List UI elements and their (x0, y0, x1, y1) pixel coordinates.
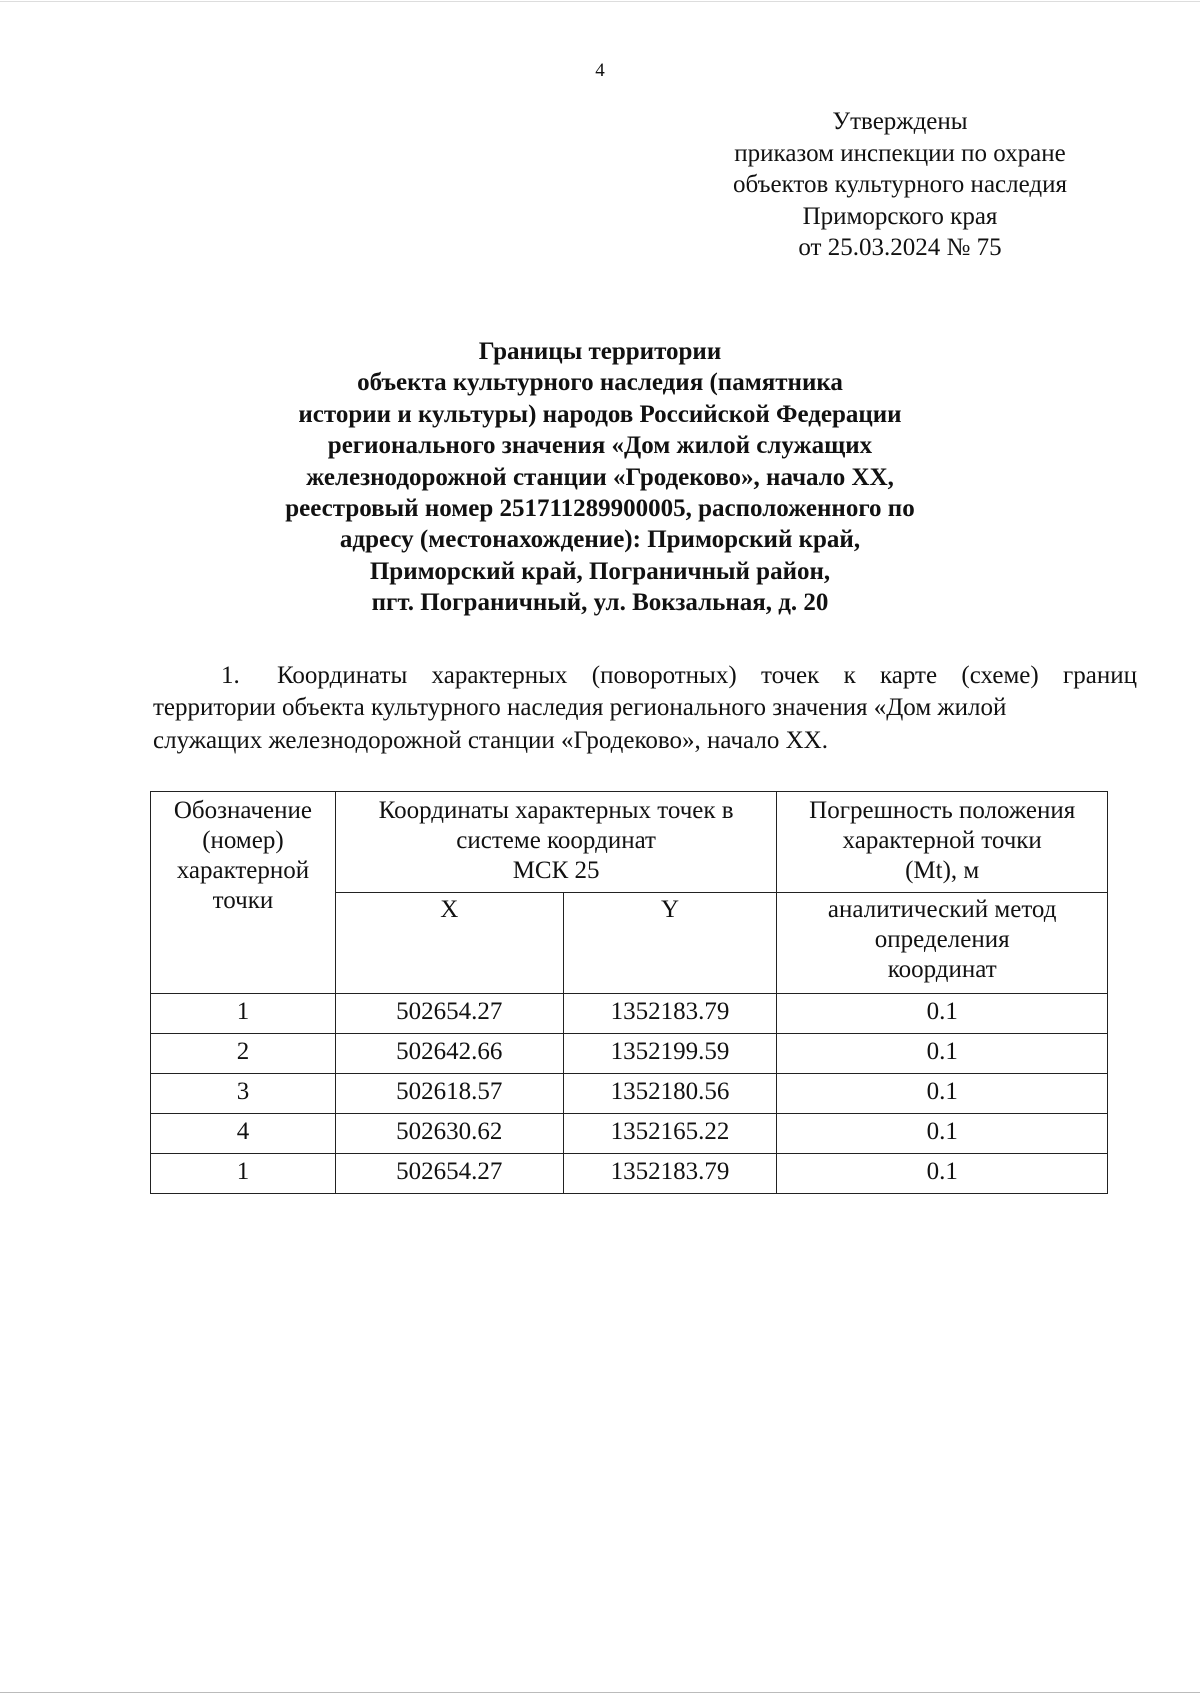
cell-y: 1352180.56 (563, 1074, 777, 1114)
cell-x: 502654.27 (335, 994, 563, 1034)
cell-y: 1352199.59 (563, 1034, 777, 1074)
header-coords-line: МСК 25 (512, 857, 600, 884)
paragraph-line-1 (153, 660, 1137, 692)
title-line: регионального значения «Дом жилой служащих (327, 432, 873, 460)
header-error-line: (Mt), м (905, 857, 980, 884)
title-line: реестровый номер 251711289900005, расположенного по (285, 495, 915, 523)
header-coords-line: Координаты характерных точек в (378, 797, 734, 824)
title-line: объекта культурного наследия (памятника (357, 369, 843, 397)
header-method-line: координат (887, 956, 997, 983)
cell-x: 502618.57 (335, 1074, 563, 1114)
header-point-line: точки (212, 887, 274, 914)
title-line: Приморский край, Пограничный район, (369, 557, 831, 585)
title-line: истории и культуры) народов Российской Федерации (298, 400, 902, 428)
cell-y: 1352183.79 (563, 994, 777, 1034)
cell-mt: 0.1 (777, 1114, 1108, 1154)
approval-line: от 25.03.2024 № 75 (798, 234, 1002, 261)
title-line: адресу (местонахождение): Приморский край, (339, 526, 861, 554)
title-line: Границы территории (478, 338, 722, 365)
paragraph-line-2: территории объекта культурного наследия регионального значения «Дом жилой (153, 694, 1007, 722)
header-coords-line: системе координат (456, 827, 656, 854)
cell-point: 2 (151, 1034, 336, 1074)
scan-top-edge (0, 1, 1200, 2)
section-number: 1. (221, 662, 240, 689)
cell-point: 1 (151, 1154, 336, 1194)
cell-mt: 0.1 (777, 1034, 1108, 1074)
approval-line: Приморского края (802, 202, 998, 230)
approval-line: приказом инспекции по охране (734, 139, 1066, 167)
approval-line: объектов культурного наследия (733, 171, 1067, 198)
document-title (150, 336, 1050, 619)
cell-x: 502654.27 (335, 1154, 563, 1194)
approval-line: Утверждены (832, 108, 968, 135)
scan-bottom-edge (0, 1692, 1200, 1693)
table-row (151, 1074, 1108, 1114)
cell-x: 502642.66 (335, 1034, 563, 1074)
cell-mt: 0.1 (777, 1154, 1108, 1194)
header-point-line: характерной (176, 857, 310, 884)
header-point-line: (номер) (202, 827, 284, 854)
header-y: Y (563, 893, 777, 994)
cell-mt: 0.1 (777, 994, 1108, 1034)
header-method-line: аналитический метод (827, 896, 1057, 923)
cell-y: 1352165.22 (563, 1114, 777, 1154)
cell-x: 502630.62 (335, 1114, 563, 1154)
page-number: 4 (595, 60, 605, 81)
header-point-line: Обозначение (173, 797, 313, 824)
paragraph-line-3: служащих железнодорожной станции «Гродеково», начало XX. (153, 726, 828, 754)
header-error-line: характерной точки (842, 827, 1042, 854)
section-paragraph (153, 660, 1137, 757)
cell-point: 1 (151, 994, 336, 1034)
table-row (151, 994, 1108, 1034)
cell-mt: 0.1 (777, 1074, 1108, 1114)
title-line: железнодорожной станции «Гродеково», начало XX, (306, 463, 894, 491)
header-method-line: определения (874, 926, 1010, 953)
table-header-row (151, 792, 1108, 893)
title-line: пгт. Пограничный, ул. Вокзальная, д. 20 (371, 589, 829, 617)
cell-y: 1352183.79 (563, 1154, 777, 1194)
paragraph-text: Координаты характерных (поворотных) точек к карте (схеме) границ (277, 662, 1137, 689)
header-method (777, 893, 1108, 994)
coordinates-table (150, 791, 1108, 1194)
cell-point: 3 (151, 1074, 336, 1114)
cell-point: 4 (151, 1114, 336, 1154)
table-row (151, 1154, 1108, 1194)
table-row (151, 1114, 1108, 1154)
approval-stamp (630, 106, 1170, 264)
table-row (151, 1034, 1108, 1074)
header-x: X (335, 893, 563, 994)
header-point (151, 792, 336, 994)
header-error-line: Погрешность положения (809, 797, 1076, 824)
header-error (777, 792, 1108, 893)
header-coords (335, 792, 776, 893)
